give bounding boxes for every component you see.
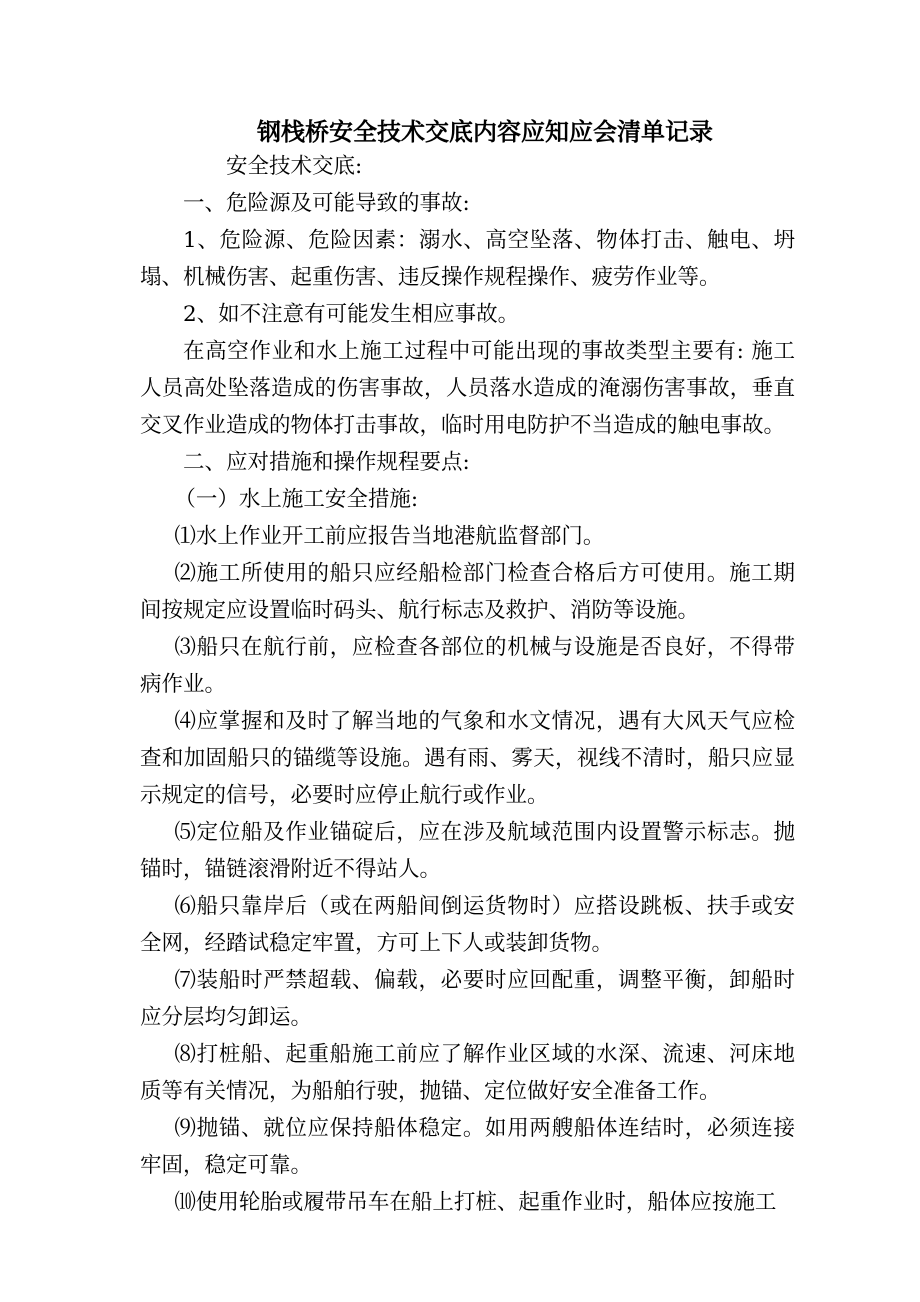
document-title: 钢栈桥安全技术交底内容应知应会清单记录 [257, 118, 713, 146]
paragraph-subsection-water-heading: （一）水上施工安全措施: [174, 487, 419, 512]
paragraph-item-5: ⑸定位船及作业锚碇后，应在涉及航域范围内设置警示标志。抛锚时，锚链滚滑附近不得站人。 [140, 820, 795, 882]
paragraph-item-10: ⑽使用轮胎或履带吊车在船上打桩、起重作业时，船体应按施工 [174, 1190, 777, 1215]
paragraph-item-6: ⑹船只靠岸后（或在两船间倒运货物时）应搭设跳板、扶手或安全网，经踏试稳定牢置，方可上下人或装卸货物。 [140, 894, 795, 956]
paragraph-item-1: ⑴水上作业开工前应报告当地港航监督部门。 [174, 524, 605, 549]
paragraph-item-8: ⑻打桩船、起重船施工前应了解作业区域的水深、流速、河床地质等有关情况，为船舶行驶，抛锚、定位做好安全准备工作。 [140, 1042, 795, 1104]
paragraph-hazards: 1、危险源、危险因素：溺水、高空坠落、物体打击、触电、坍塌、机械伤害、起重伤害、违反操作规程操作、疲劳作业等。 [140, 228, 795, 290]
paragraph-section-2-heading: 二、应对措施和操作规程要点: [183, 450, 470, 475]
paragraph-item-4: ⑷应掌握和及时了解当地的气象和水文情况，遇有大风天气应检查和加固船只的锚缆等设施。遇有雨、雾天，视线不清时，船只应显示规定的信号，必要时应停止航行或作业。 [140, 709, 795, 808]
paragraph-item-2: ⑵施工所使用的船只应经船检部门检查合格后方可使用。施工期间按规定应设置临时码头、航行标志及救护、消防等设施。 [140, 561, 795, 623]
paragraph-item-9: ⑼抛锚、就位应保持船体稳定。如用两艘船体连结时，必须连接牢固，稳定可靠。 [140, 1116, 795, 1178]
paragraph-safety-briefing: 安全技术交底: [226, 154, 363, 179]
document-body [140, 148, 795, 1221]
paragraph-accident-types: 在高空作业和水上施工过程中可能出现的事故类型主要有: 施工人员高处坠落造成的伤害事故，人员落水造成的淹溺伤害事故，垂直交叉作业造成的物体打击事故，临时用电防护不当造成的触电事故。 [140, 339, 795, 438]
paragraph-item-3: ⑶船只在航行前，应检查各部位的机械与设施是否良好，不得带病作业。 [140, 635, 795, 697]
paragraph-item-7: ⑺装船时严禁超载、偏载，必要时应回配重，调整平衡，卸船时应分层均匀卸运。 [140, 968, 795, 1030]
paragraph-accident-warning: 2、如不注意有可能发生相应事故。 [183, 302, 520, 327]
paragraph-section-1-heading: 一、危险源及可能导致的事故: [183, 191, 470, 216]
